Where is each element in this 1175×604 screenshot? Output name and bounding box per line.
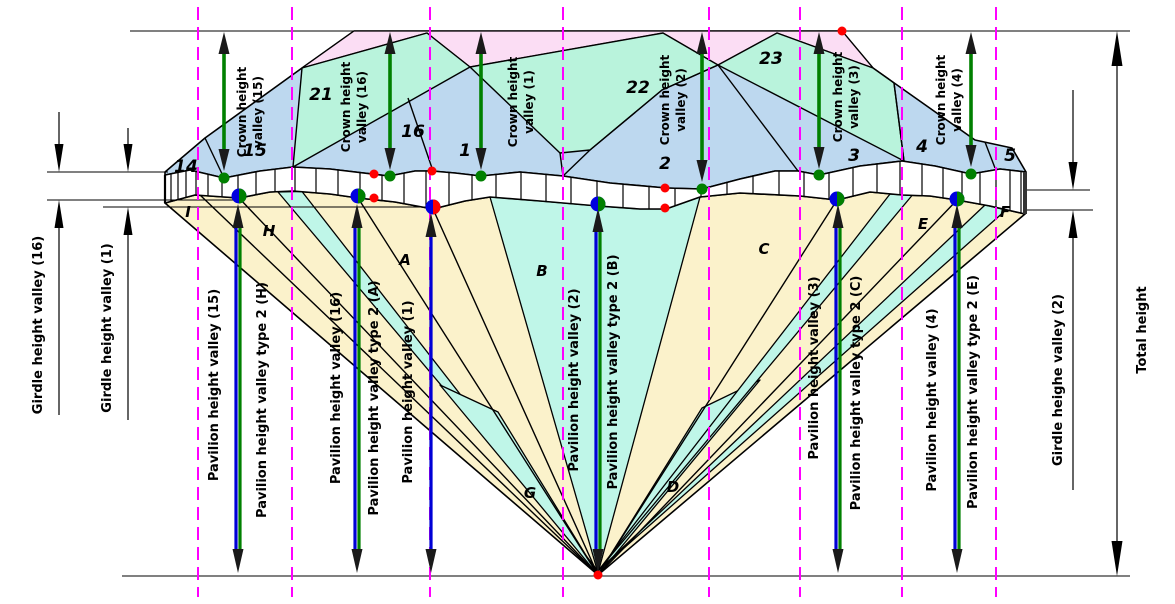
- crown-facet-label-2: 2: [659, 154, 671, 174]
- pavilion-height-label-type2-A: Pavilion height valley type 2 (A): [367, 280, 382, 516]
- pavilion-height-label-2: Pavilion height valley (2): [567, 288, 582, 472]
- girdle-height-left-inner-label: Girdle height valley (1): [100, 243, 115, 413]
- crown-valley-dot: [697, 184, 708, 195]
- pavilion-facet-label-H: H: [262, 222, 276, 240]
- girdle-height-dimension-left-outer: [55, 112, 64, 415]
- crown-height-arrow-4: [966, 32, 977, 167]
- crown-height-label-3: Crown height: [831, 51, 845, 143]
- culet-dot: [594, 571, 603, 580]
- crown-height-label-16b: valley (16): [355, 71, 369, 143]
- crown-height-label-16: Crown height: [339, 61, 353, 153]
- girdle-height-left-outer-label: Girdle height valley (16): [31, 235, 46, 415]
- pavilion-valley-dot-blue-red: [426, 200, 441, 215]
- crown-facet-label-23: 23: [759, 49, 783, 69]
- pavilion-facet-label-E: E: [917, 215, 929, 233]
- pavilion-facet-label-C: C: [758, 240, 770, 258]
- crown-facet-label-22: 22: [626, 78, 650, 98]
- pavilion-height-label-4: Pavilion height valley (4): [925, 308, 940, 492]
- pavilion-facet-label-G: G: [523, 484, 537, 502]
- crown-height-label-1: Crown height: [506, 56, 520, 148]
- crown-height-arrow-15: [219, 32, 230, 171]
- crown-valley-dot: [476, 171, 487, 182]
- pavilion-height-label-type2-B: Pavilion height valley type 2 (B): [606, 254, 621, 490]
- crown-facet-label-1: 1: [459, 141, 471, 161]
- pavilion-height-label-3: Pavilion height valley (3): [807, 276, 822, 460]
- pavilion-facet-label-A: A: [399, 251, 411, 269]
- crown-facet-label-16: 16: [401, 122, 425, 142]
- crown-facet-label-3: 3: [848, 146, 860, 166]
- total-height-label: Total height: [1135, 286, 1150, 374]
- crown-facet-label-21: 21: [309, 85, 333, 105]
- crown-facet-label-15: 15: [243, 141, 267, 161]
- pavilion-height-label-type2-E: Pavilion height valley type 2 (E): [966, 275, 981, 509]
- pavilion-height-label-type2-C: Pavilion height valley type 2 (C): [849, 275, 864, 511]
- pavilion-height-label-type2-H: Pavilion height valley type 2 (H): [255, 282, 270, 518]
- crown-valley-dot: [219, 173, 230, 184]
- pavilion-height-label-15: Pavilion height valley (15): [207, 288, 222, 482]
- crown-height-label-15b: valley (15): [251, 76, 265, 148]
- crown-facet-label-4: 4: [916, 137, 928, 157]
- crown-height-label-2b: valley (2): [674, 68, 688, 132]
- crown-facet-label-14: 14: [174, 157, 198, 177]
- girdle-height-right-label: Girdle heighe valley (2): [1051, 294, 1066, 466]
- girdle-height-dimension-right: [1069, 90, 1078, 490]
- pavilion-facet-label-F: F: [999, 203, 1011, 221]
- crown-valley-dot: [814, 170, 825, 181]
- crown-height-label-2: Crown height: [658, 54, 672, 146]
- pavilion-height-label-1: Pavilion height valley (1): [401, 300, 416, 484]
- crown-facet-label-5: 5: [1004, 146, 1016, 166]
- pavilion-facet-label-D: D: [666, 478, 680, 496]
- pavilion-facet-label-B: B: [536, 262, 548, 280]
- crown-valley-dot: [385, 171, 396, 182]
- crown-valley-dot: [966, 169, 977, 180]
- crown-height-label-4: Crown height: [934, 54, 948, 146]
- pavilion-height-label-16: Pavilion height valley (16): [329, 291, 344, 485]
- pavilion-facet-label-I: I: [185, 203, 191, 221]
- crown-height-label-1b: valley (1): [522, 70, 536, 134]
- crown-height-label-15: Crown height: [235, 66, 249, 158]
- crown-height-label-3b: valley (3): [847, 65, 861, 129]
- total-height-dimension: [1112, 31, 1123, 576]
- crown-height-label-4b: valley (4): [950, 68, 964, 132]
